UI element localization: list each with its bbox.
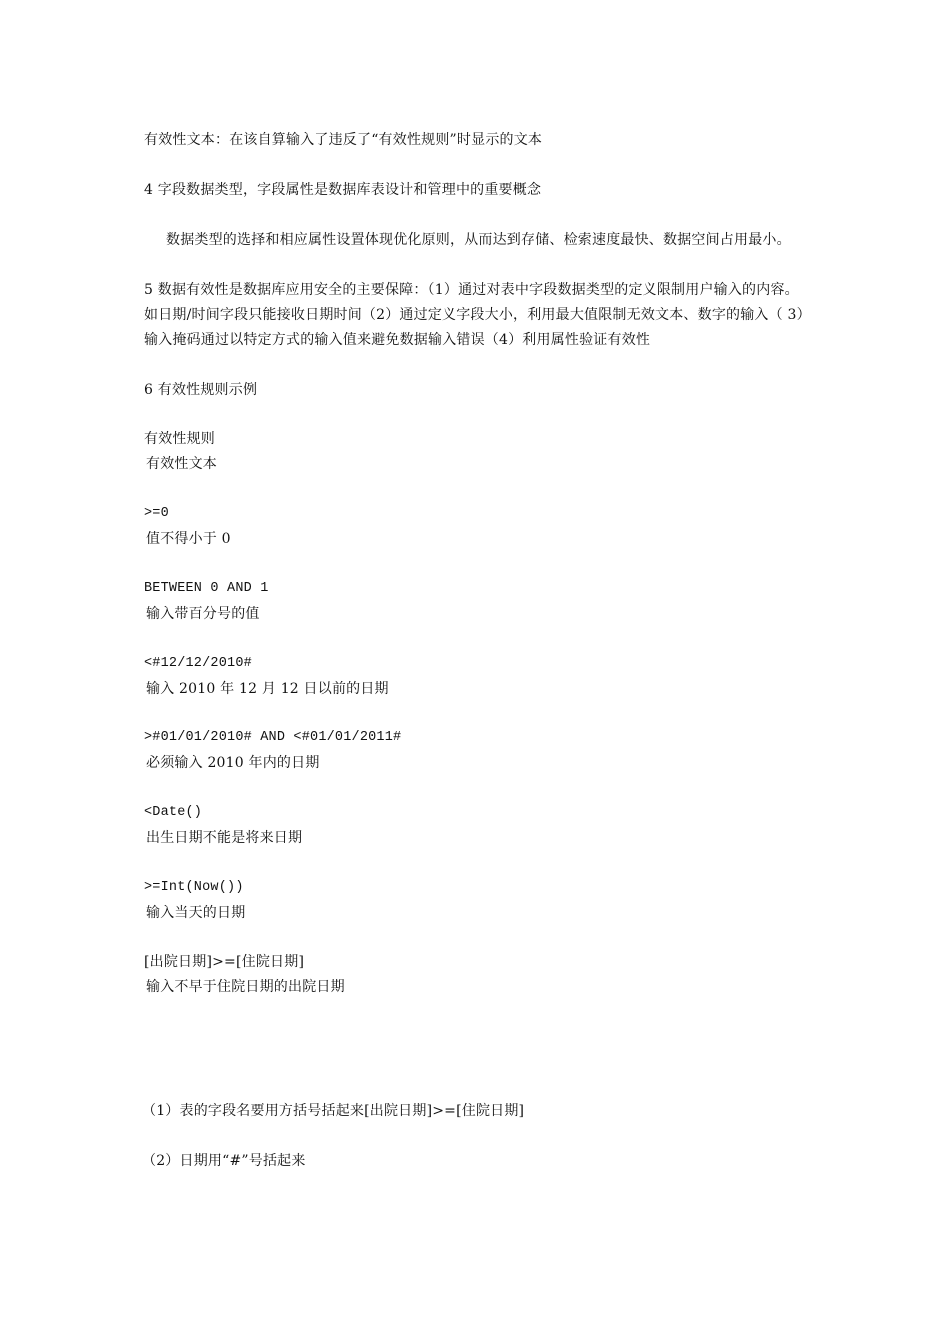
- example-rule: BETWEEN 0 AND 1: [144, 581, 269, 596]
- example-rule: >#01/01/2010# AND <#01/01/2011#: [144, 730, 402, 745]
- examples-header-rule: 有效性规则: [144, 431, 215, 447]
- example-text: 必须输入 2010 年内的日期: [146, 755, 320, 771]
- example-rule: <#12/12/2010#: [144, 656, 252, 671]
- example-rule: <Date(): [144, 805, 203, 820]
- example-rule: [出院日期]>=[住院日期]: [144, 954, 305, 970]
- example-text: 输入不早于住院日期的出院日期: [146, 979, 345, 995]
- examples-header-text: 有效性文本: [146, 456, 217, 472]
- example-text: 值不得小于 0: [146, 531, 231, 547]
- item-6-title: 6 有效性规则示例: [144, 382, 258, 398]
- item-4-title: 4 字段数据类型，字段属性是数据库表设计和管理中的重要概念: [144, 182, 542, 198]
- note-1: （1）表的字段名要用方括号括起来[出院日期]>=[住院日期]: [142, 1103, 525, 1119]
- item-4-body: 数据类型的选择和相应属性设置体现优化原则，从而达到存储、检索速度最快、数据空间占用最小。: [166, 232, 791, 248]
- example-text: 输入当天的日期: [146, 905, 246, 921]
- item-5-line-2: 如日期/时间字段只能接收日期时间（2）通过定义字段大小，利用最大值限制无效文本、数字的输入（ 3）: [144, 307, 811, 323]
- example-text: 输入带百分号的值: [146, 606, 260, 622]
- note-2: （2）日期用“#”号括起来: [142, 1153, 306, 1169]
- example-text: 出生日期不能是将来日期: [146, 830, 303, 846]
- example-rule: >=0: [144, 506, 169, 521]
- item-5-line-1: 5 数据有效性是数据库应用安全的主要保障：（1）通过对表中字段数据类型的定义限制用户输入的内容。: [144, 282, 799, 298]
- example-text: 输入 2010 年 12 月 12 日以前的日期: [146, 681, 389, 697]
- example-rule: >=Int(Now()): [144, 880, 244, 895]
- item-5-line-3: 输入掩码通过以特定方式的输入值来避免数据输入错误（4）利用属性验证有效性: [144, 332, 651, 348]
- validation-text-definition: 有效性文本：在该自算输入了违反了“有效性规则”时显示的文本: [144, 132, 543, 148]
